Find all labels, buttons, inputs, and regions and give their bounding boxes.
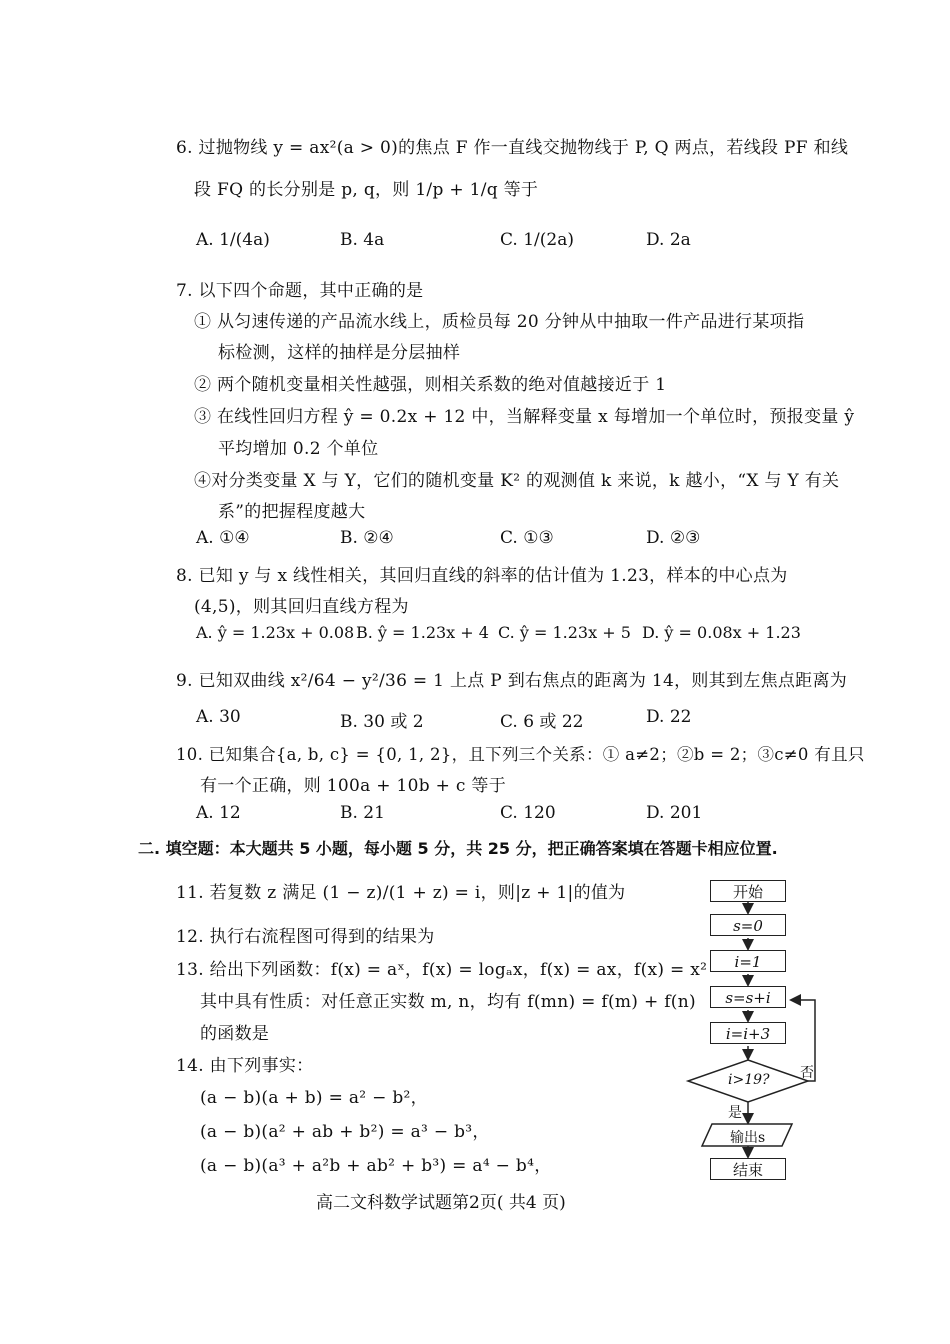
q9-option-a: A. 30 xyxy=(196,707,241,727)
q9-option-b: B. 30 或 2 xyxy=(340,712,424,732)
flowchart-output: 输出s xyxy=(730,1130,766,1146)
q7-option-d: D. ②③ xyxy=(646,528,701,548)
q9-option-c: C. 6 或 22 xyxy=(500,712,584,732)
q13-line3: 的函数是 xyxy=(200,1024,270,1044)
q8-line1: 8. 已知 y 与 x 线性相关，其回归直线的斜率的估计值为 1.23，样本的中心点为 xyxy=(176,566,788,586)
q13-line1: 13. 给出下列函数：f(x) = aˣ，f(x) = logₐx，f(x) = ax，f(x) = x² xyxy=(176,960,708,980)
q7-statement-2: ② 两个随机变量相关性越强，则相关系数的绝对值越接近于 1 xyxy=(194,375,667,395)
q7-option-b: B. ②④ xyxy=(340,528,394,548)
q7-stem: 7. 以下四个命题，其中正确的是 xyxy=(176,281,424,301)
q8-line2: (4,5)，则其回归直线方程为 xyxy=(194,597,409,617)
q10-line1: 10. 已知集合{a, b, c} = {0, 1, 2}，且下列三个关系：① a≠2；②b = 2；③c≠0 有且只 xyxy=(176,745,865,764)
q6-option-b: B. 4a xyxy=(340,230,385,250)
q11-text: 11. 若复数 z 满足 (1 − z)/(1 + z) = i，则|z + 1|的值为 xyxy=(176,883,626,903)
q7-statement-4a: ④对分类变量 X 与 Y，它们的随机变量 K² 的观测值 k 来说，k 越小，“X 与 Y 有关 xyxy=(194,471,840,491)
q10-option-d: D. 201 xyxy=(646,803,703,823)
q9-line1: 9. 已知双曲线 x²/64 − y²/36 = 1 上点 P 到右焦点的距离为 14，则其到左焦点距离为 xyxy=(176,671,848,691)
q6-option-d: D. 2a xyxy=(646,230,691,250)
q7-statement-4b: 系”的把握程度越大 xyxy=(218,502,366,522)
q10-option-b: B. 21 xyxy=(340,803,385,823)
q8-option-a: A. ŷ = 1.23x + 0.08 xyxy=(196,623,355,642)
q12-text: 12. 执行右流程图可得到的结果为 xyxy=(176,927,435,947)
q6-option-a: A. 1/(4a) xyxy=(196,230,270,250)
q14-stem: 14. 由下列事实： xyxy=(176,1056,314,1076)
q8-option-c: C. ŷ = 1.23x + 5 xyxy=(498,623,631,642)
q6-line1: 6. 过抛物线 y = ax²(a > 0)的焦点 F 作一直线交抛物线于 P, Q 两点，若线段 PF 和线 xyxy=(176,138,849,158)
q14-fact-2: (a − b)(a² + ab + b²) = a³ − b³， xyxy=(200,1122,490,1142)
q14-fact-3: (a − b)(a³ + a²b + ab² + b³) = a⁴ − b⁴， xyxy=(200,1156,552,1176)
q6-line2: 段 FQ 的长分别是 p, q，则 1/p + 1/q 等于 xyxy=(194,180,539,200)
q7-statement-3b: 平均增加 0.2 个单位 xyxy=(218,439,379,459)
q7-statement-1b: 标检测，这样的抽样是分层抽样 xyxy=(218,343,461,363)
flowchart-yes-label: 是 xyxy=(728,1105,742,1121)
q13-line2: 其中具有性质：对任意正实数 m, n，均有 f(mn) = f(m) + f(n) xyxy=(200,992,696,1012)
q7-option-a: A. ①④ xyxy=(196,528,250,548)
q14-fact-1: (a − b)(a + b) = a² − b²， xyxy=(200,1088,428,1108)
q10-line2: 有一个正确，则 100a + 10b + c 等于 xyxy=(200,776,507,796)
q6-option-c: C. 1/(2a) xyxy=(500,230,574,250)
q8-option-d: D. ŷ = 0.08x + 1.23 xyxy=(642,623,801,642)
flowchart-no-label: 否 xyxy=(800,1065,814,1081)
flowchart-condition: i>19? xyxy=(728,1072,770,1088)
q8-option-b: B. ŷ = 1.23x + 4 xyxy=(356,623,489,642)
section2-heading: 二. 填空题：本大题共 5 小题，每小题 5 分，共 25 分，把正确答案填在答题卡相应位置. xyxy=(138,839,778,858)
q10-option-a: A. 12 xyxy=(196,803,241,823)
q7-statement-1a: ① 从匀速传递的产品流水线上，质检员每 20 分钟从中抽取一件产品进行某项指 xyxy=(194,312,805,332)
flowchart-init-s: s=0 xyxy=(710,914,786,936)
q10-option-c: C. 120 xyxy=(500,803,556,823)
flowchart-end: 结束 xyxy=(710,1158,786,1180)
q9-option-d: D. 22 xyxy=(646,707,692,727)
q7-statement-3a: ③ 在线性回归方程 ŷ = 0.2x + 12 中，当解释变量 x 每增加一个单位时，预报变量 ŷ xyxy=(194,407,855,427)
flowchart-start: 开始 xyxy=(710,880,786,902)
page-footer: 高二文科数学试题第2页( 共4 页) xyxy=(316,1193,566,1213)
q7-option-c: C. ①③ xyxy=(500,528,554,548)
flowchart-init-i: i=1 xyxy=(710,950,786,972)
flowchart-sum-step: s=s+i xyxy=(710,986,786,1008)
flowchart-increment-step: i=i+3 xyxy=(710,1022,786,1044)
